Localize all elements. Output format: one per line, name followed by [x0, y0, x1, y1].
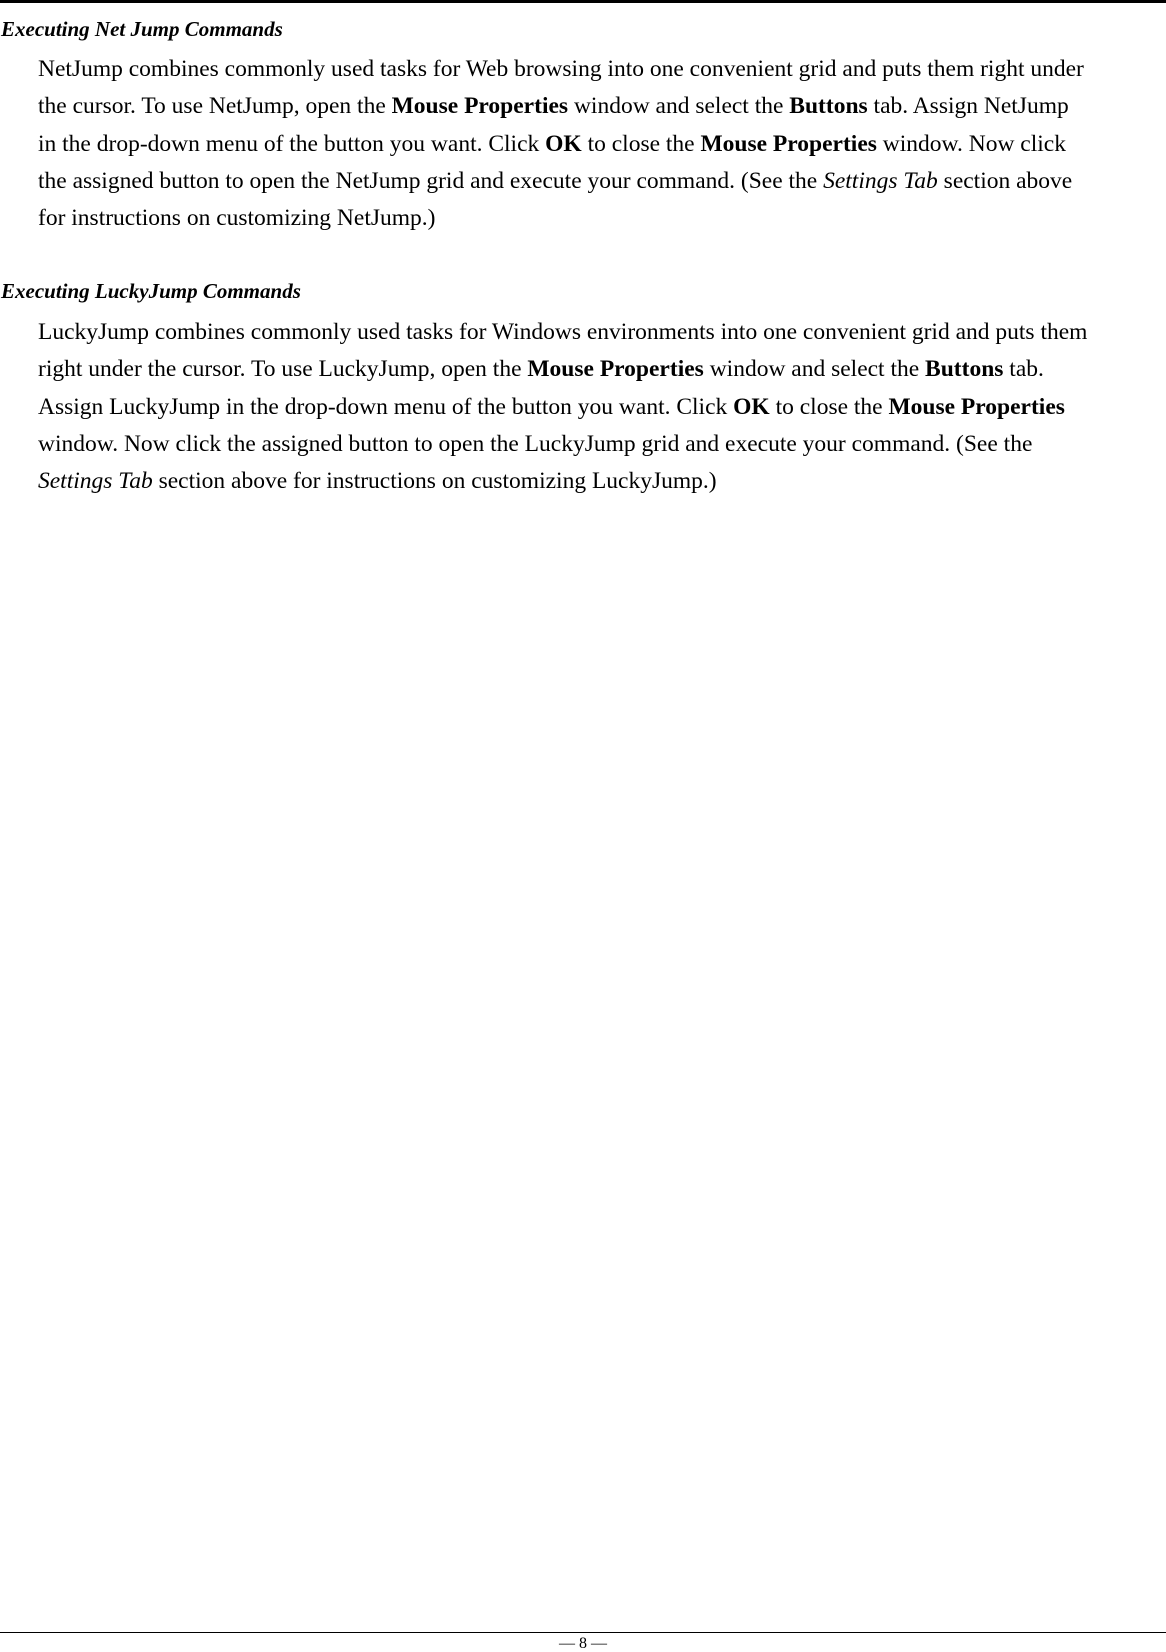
ui-term-mouse-properties: Mouse Properties	[391, 93, 569, 120]
para-line: NetJump combines commonly used tasks for Web browsing into one convenient grid and puts them right under	[38, 56, 1084, 82]
section-heading-netjump: Executing Net Jump Commands	[1, 17, 283, 41]
footer-rule	[0, 1632, 1166, 1633]
para-line: Assign LuckyJump in the drop-down menu of the button you want. Click OK to close the Mouse Properties	[38, 393, 1065, 420]
section-heading-luckyjump: Executing LuckyJump Commands	[1, 279, 301, 303]
para-line: in the drop-down menu of the button you want. Click OK to close the Mouse Properties window. Now click	[38, 130, 1066, 157]
ui-term-mouse-properties: Mouse Properties	[700, 130, 877, 157]
reference-settings-tab: Settings Tab	[823, 167, 938, 194]
page-number: — 8 —	[559, 1635, 607, 1652]
ui-term-ok: OK	[733, 393, 770, 420]
reference-settings-tab: Settings Tab	[38, 468, 153, 495]
top-rule	[0, 0, 1166, 3]
paragraph-netjump	[38, 51, 1160, 237]
para-line: for instructions on customizing NetJump.)	[38, 205, 436, 232]
para-line: Settings Tab section above for instructions on customizing LuckyJump.)	[38, 468, 717, 495]
para-line: the cursor. To use NetJump, open the Mouse Properties window and select the Buttons tab. Assign NetJump	[38, 93, 1069, 120]
para-line: window. Now click the assigned button to open the LuckyJump grid and execute your command. (See the	[38, 430, 1033, 457]
para-line: the assigned button to open the NetJump grid and execute your command. (See the Settings Tab section above	[38, 167, 1073, 194]
ui-term-ok: OK	[545, 130, 582, 157]
ui-term-buttons: Buttons	[925, 356, 1004, 383]
ui-term-mouse-properties: Mouse Properties	[888, 393, 1065, 420]
ui-term-buttons: Buttons	[789, 93, 868, 120]
paragraph-luckyjump	[38, 314, 1160, 500]
ui-term-mouse-properties: Mouse Properties	[527, 356, 704, 383]
para-line: right under the cursor. To use LuckyJump, open the Mouse Properties window and select the Buttons tab.	[38, 356, 1044, 383]
para-line: LuckyJump combines commonly used tasks for Windows environments into one convenient grid and puts them	[38, 319, 1088, 345]
